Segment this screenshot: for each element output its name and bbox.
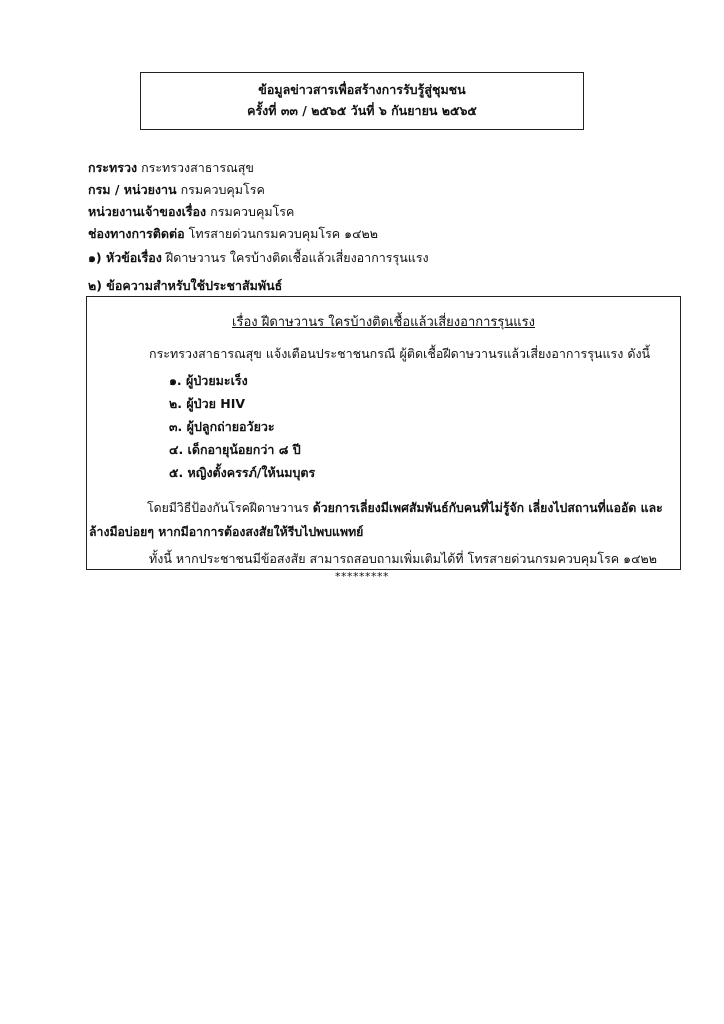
story-title: เรื่อง ฝีดาษวานร ใครบ้างติดเชื้อแล้วเสี่ยงอาการรุนแรง [232, 315, 535, 330]
list-item: ๔. เด็กอายุน้อยกว่า ๘ ปี [169, 442, 301, 457]
meta-topic [88, 248, 429, 268]
meta-dept [88, 180, 265, 200]
list-item: ๕. หญิงตั้งครรภ์/ให้นมบุตร [169, 465, 316, 480]
intro-text: กระทรวงสาธารณสุข แจ้งเตือนประชาชนกรณี ผู้ติดเชื้อฝีดาษวานรแล้วเสี่ยงอาการรุนแรง ดังนี้ [149, 346, 651, 361]
meta-contact-label: ช่องทางการติดต่อ [88, 226, 185, 241]
meta-owner [88, 202, 294, 222]
list-item: ๒. ผู้ป่วย HIV [169, 396, 246, 411]
meta-message [88, 276, 282, 296]
meta-ministry-value: กระทรวงสาธารณสุข [141, 160, 254, 175]
meta-dept-label: กรม / หน่วยงาน [88, 182, 177, 197]
header-box [140, 72, 584, 130]
message-box [86, 296, 681, 570]
meta-message-label: ๒) ข้อความสำหรับใช้ประชาสัมพันธ์ [88, 278, 283, 293]
meta-ministry-label: กระทรวง [88, 160, 138, 175]
meta-contact [88, 224, 378, 244]
meta-topic-label: ๑) หัวข้อเรื่อง [88, 250, 162, 265]
meta-ministry [88, 158, 254, 178]
prevention-advice: ด้วยการเลี่ยงมีเพศสัมพันธ์กับคนที่ไม่รู้จัก เลี่ยงไปสถานที่แออัด และล้างมือบ่อยๆ หากมีอาการต้องสงสัยให้รีบไปพบแพทย์ [89, 501, 663, 539]
meta-dept-value: กรมควบคุมโรค [180, 182, 265, 197]
meta-owner-label: หน่วยงานเจ้าของเรื่อง [88, 204, 207, 219]
contact-footer: ทั้งนี้ หากประชาชนมีข้อสงสัย สามารถสอบถามเพิ่มเติมได้ที่ โทรสายด่วนกรมควบคุมโรค ๑๔๒๒ [149, 551, 658, 566]
end-mark: ********* [335, 570, 389, 583]
meta-topic-value: ฝีดาษวานร ใครบ้างติดเชื้อแล้วเสี่ยงอาการรุนแรง [165, 250, 429, 265]
meta-contact-value: โทรสายด่วนกรมควบคุมโรค ๑๔๒๒ [188, 226, 379, 241]
meta-owner-value: กรมควบคุมโรค [210, 204, 295, 219]
list-item: ๓. ผู้ปลูกถ่ายอวัยวะ [169, 419, 275, 434]
list-item: ๑. ผู้ป่วยมะเร็ง [169, 373, 248, 388]
header-issue: ครั้งที่ ๓๓ / ๒๕๖๕ วันที่ ๖ กันยายน ๒๕๖๕ [247, 103, 477, 118]
risk-group-list [169, 369, 315, 484]
prevention-paragraph [89, 496, 674, 544]
header-title: ข้อมูลข่าวสารเพื่อสร้างการรับรู้สู่ชุมชน [258, 82, 466, 97]
prevention-lead: โดยมีวิธีป้องกันโรคฝีดาษวานร [147, 501, 309, 515]
